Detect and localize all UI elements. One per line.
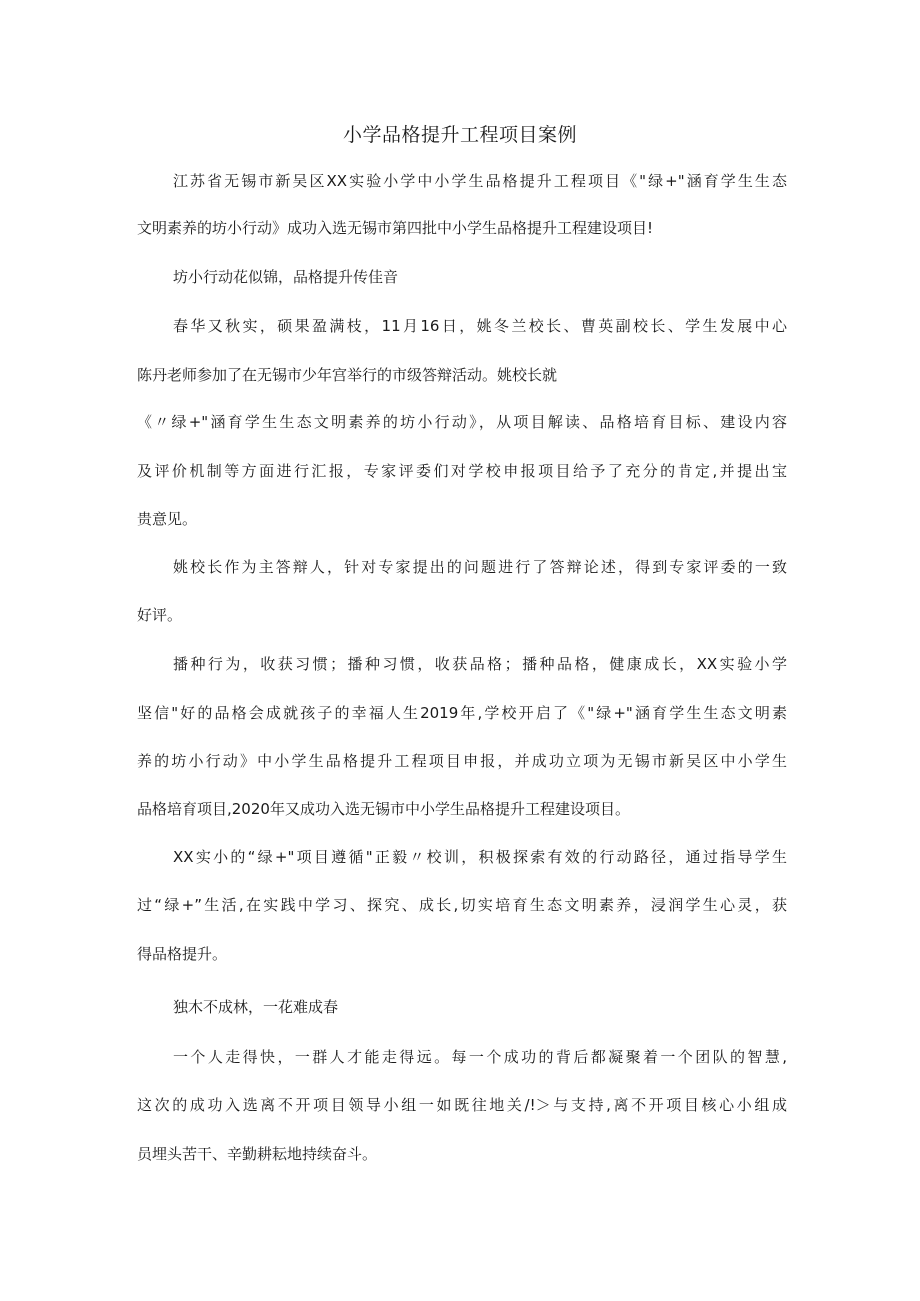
paragraph-line: 品格培育项目,2020年又成功入选无锡市中小学生品格提升工程建设项目。 [137,800,630,818]
section-heading: 坊小行动花似锦，品格提升传佳音 [173,268,399,286]
paragraph-line: 文明素养的坊小行动》成功入选无锡市第四批中小学生品格提升工程建设项目! [137,219,654,237]
paragraph-line: 陈丹老师参加了在无锡市少年宫举行的市级答辩活动。姚校长就 [137,366,558,384]
paragraph-line: 坚信"好的品格会成就孩子的幸福人生2019年,学校开启了《"绿+"涵育学生生态文明素 [137,704,787,722]
document-title: 小学品格提升工程项目案例 [342,124,577,146]
paragraph-line: 员埋头苦干、辛勤耕耘地持续奋斗。 [137,1145,378,1163]
section-heading: 独木不成林，一花难成春 [173,998,339,1016]
paragraph-line: 好评。 [137,606,183,624]
paragraph-line: 春华又秋实，硕果盈满枝，11月16日，姚冬兰校长、曹英副校长、学生发展中心 [173,317,787,335]
paragraph-line: 江苏省无锡市新吴区XX实验小学中小学生品格提升工程项目《"绿+"涵育学生生态 [173,172,787,190]
paragraph-line: XX实小的“绿+"项目遵循"正毅〃校训，积极探索有效的行动路径，通过指导学生 [173,848,787,866]
paragraph-line: 这次的成功入选离不开项目领导小组一如既往地关/!＞与支持,离不开项目核心小组成 [137,1096,787,1114]
paragraph-line: 及评价机制等方面进行汇报，专家评委们对学校申报项目给予了充分的肯定,并提出宝 [137,462,787,480]
paragraph-line: 《〃绿+"涵育学生生态文明素养的坊小行动》，从项目解读、品格培育目标、建设内容 [137,413,787,431]
paragraph-line: 播种行为，收获习惯；播种习惯，收获品格；播种品格，健康成长，XX实验小学 [173,655,787,673]
paragraph-line: 一个人走得快，一群人才能走得远。每一个成功的背后都凝聚着一个团队的智慧, [173,1048,787,1066]
paragraph-line: 得品格提升。 [137,945,228,963]
paragraph-line: 姚校长作为主答辩人，针对专家提出的问题进行了答辩论述，得到专家评委的一致 [173,558,787,576]
paragraph-line: 贵意见。 [137,510,198,528]
paragraph-line: 过“绿+”生活,在实践中学习、探究、成长,切实培育生态文明素养，浸润学生心灵，获 [137,896,787,914]
paragraph-line: 养的坊小行动》中小学生品格提升工程项目申报，并成功立项为无锡市新吴区中小学生 [137,752,787,770]
